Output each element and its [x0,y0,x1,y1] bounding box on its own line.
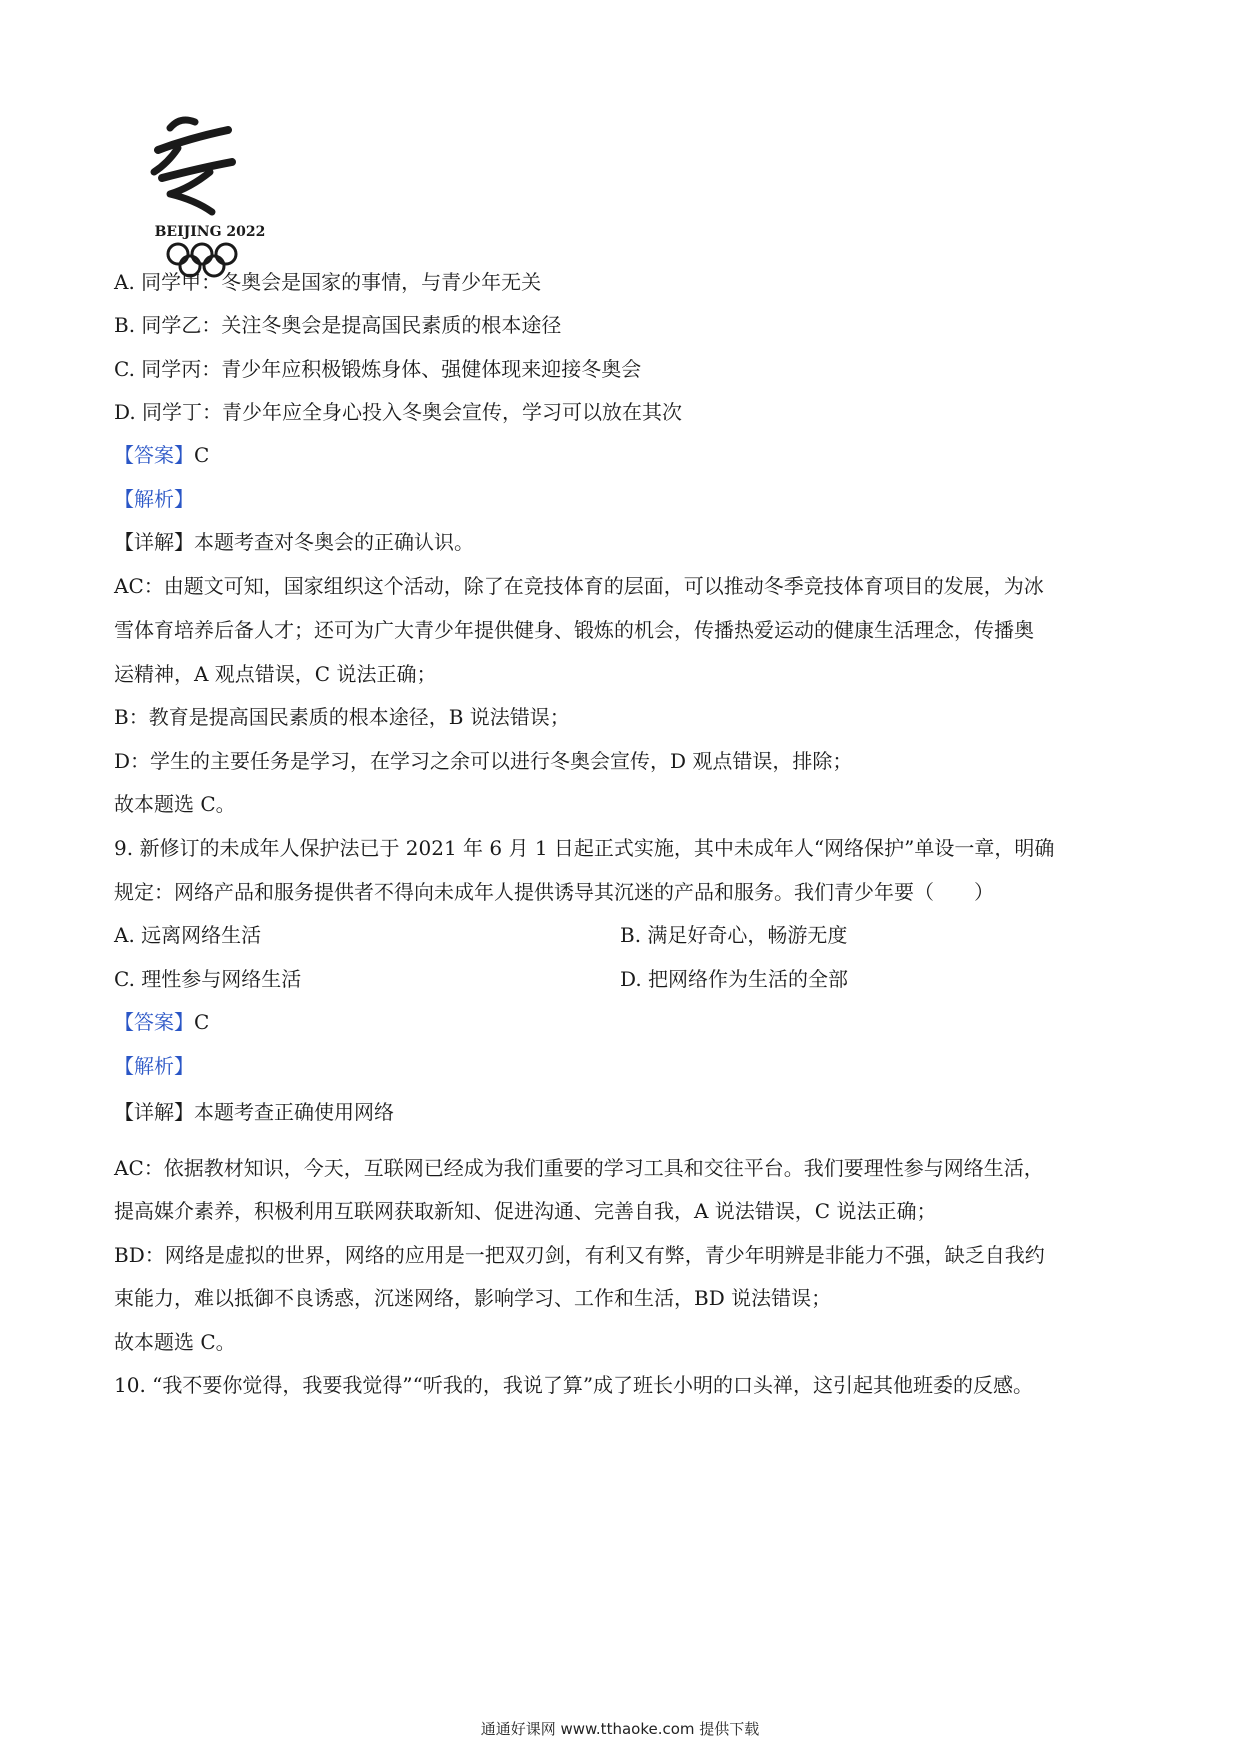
q9-answer [114,1008,209,1036]
beijing-2022-logo [140,108,280,283]
q8-option-c: C. 同学丙：青少年应积极锻炼身体、强健体现来迎接冬奥会 [114,357,642,381]
q9-ac-line-2: 提高媒介素养，积极利用互联网获取新知、促进沟通、完善自我，A 说法错误，C 说法正确； [114,1199,937,1223]
q8-answer [114,441,209,469]
q10-stem: 10. “我不要你觉得，我要我觉得”“听我的，我说了算”成了班长小明的口头禅，这引起其他班委的反感。 [114,1373,1034,1397]
answer-label: 【答案】 [114,443,194,467]
answer-label: 【答案】 [114,1010,194,1034]
q9-stem-line-1: 9. 新修订的未成年人保护法已于 2021 年 6 月 1 日起正式实施，其中未成年人“网络保护”单设一章，明确 [114,836,1055,860]
q9-option-d: D. 把网络作为生活的全部 [620,967,849,991]
q9-option-b: B. 满足好奇心，畅游无度 [620,923,848,947]
q9-stem-line-2: 规定：网络产品和服务提供者不得向未成年人提供诱导其沉迷的产品和服务。我们青少年要（ ） [114,880,994,904]
q9-bd-line-2: 束能力，难以抵御不良诱惑，沉迷网络，影响学习、工作和生活，BD 说法错误； [114,1286,832,1310]
q8-ac-line-3: 运精神，A 观点错误，C 说法正确； [114,662,437,686]
q8-detail: 【详解】本题考查对冬奥会的正确认识。 [114,530,474,554]
q8-ac-line-2: 雪体育培养后备人才；还可为广大青少年提供健身、锻炼的机会，传播热爱运动的健康生活理念，传播奥 [114,618,1034,642]
q9-conclusion: 故本题选 C。 [114,1330,236,1354]
page-footer: 通通好课网 www.tthaoke.com 提供下载 [480,1720,760,1738]
q8-option-d: D. 同学丁：青少年应全身心投入冬奥会宣传，学习可以放在其次 [114,400,683,424]
q9-detail: 【详解】本题考查正确使用网络 [114,1100,394,1124]
q8-b-line: B：教育是提高国民素质的根本途径，B 说法错误； [114,705,570,729]
answer-value: C [194,1010,210,1034]
q8-conclusion: 故本题选 C。 [114,792,236,816]
q8-d-line: D：学生的主要任务是学习，在学习之余可以进行冬奥会宣传，D 观点错误，排除； [114,749,853,773]
q8-ac-line-1: AC：由题文可知，国家组织这个活动，除了在竞技体育的层面，可以推动冬季竞技体育项目的发展，为冰 [114,574,1044,598]
logo-text: BEIJING 2022 [154,224,266,240]
q9-option-c: C. 理性参与网络生活 [114,967,302,991]
q9-analysis-label: 【解析】 [114,1054,194,1078]
q9-option-a: A. 远离网络生活 [114,923,262,947]
q8-option-b: B. 同学乙：关注冬奥会是提高国民素质的根本途径 [114,313,562,337]
q8-analysis-label: 【解析】 [114,487,194,511]
q9-ac-line-1: AC：依据教材知识，今天，互联网已经成为我们重要的学习工具和交往平台。我们要理性参与网络生活， [114,1156,1044,1180]
q9-bd-line-1: BD：网络是虚拟的世界，网络的应用是一把双刃剑，有利又有弊，青少年明辨是非能力不强，缺乏自我约 [114,1243,1045,1267]
answer-value: C [194,443,210,467]
q8-option-a: A. 同学甲：冬奥会是国家的事情，与青少年无关 [114,270,542,294]
